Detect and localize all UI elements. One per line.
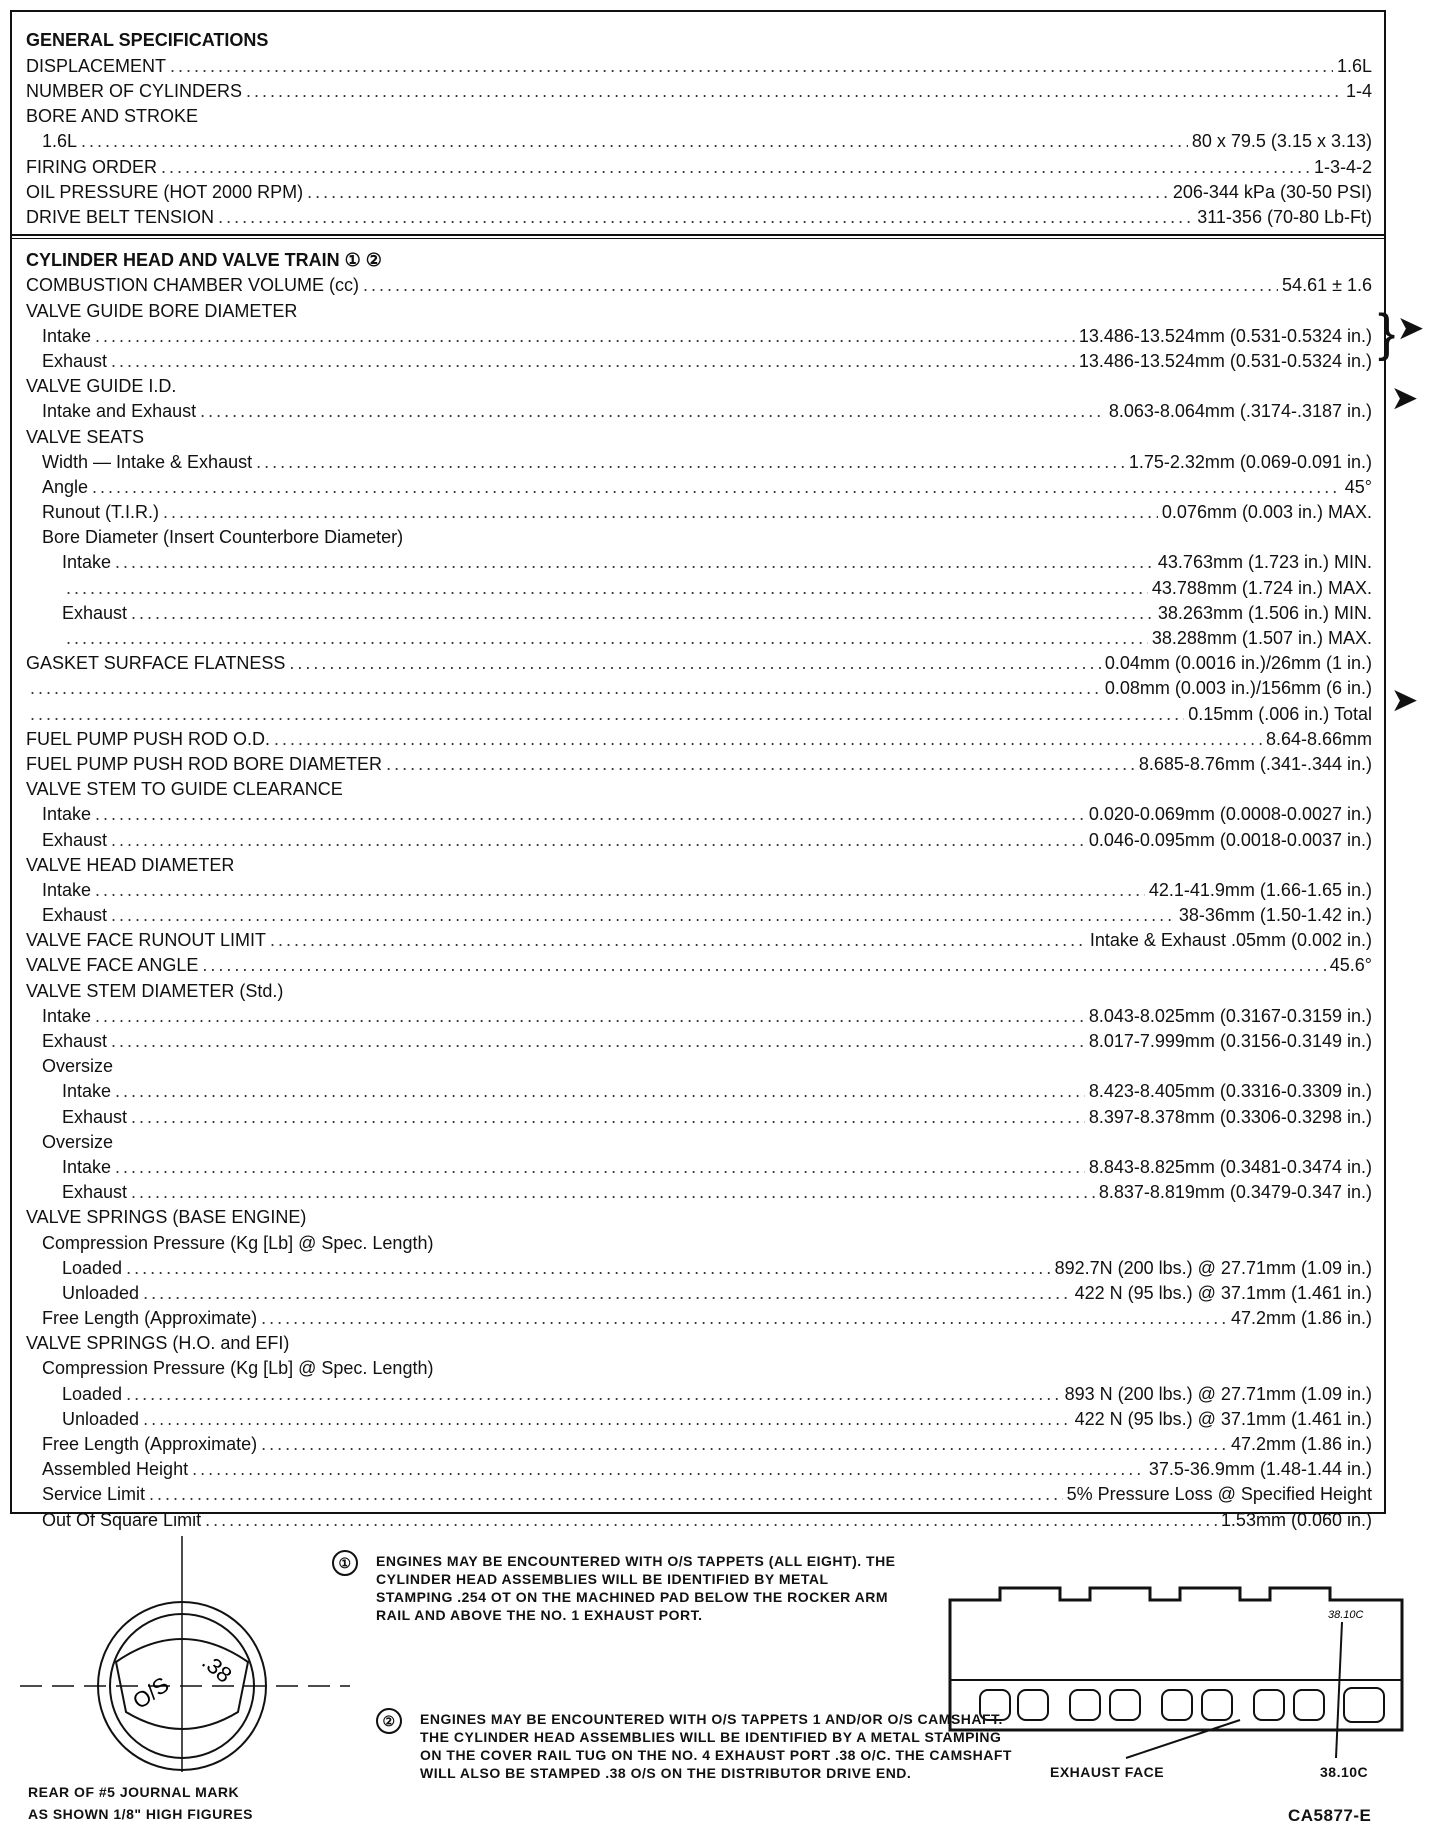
- leader-dots: [256, 451, 1125, 473]
- leader-dots: [261, 1307, 1227, 1329]
- figure-code: CA5877-E: [1288, 1806, 1372, 1825]
- spec-row: [12, 127, 1384, 152]
- spec-value: 54.61 ± 1.6: [1282, 275, 1372, 296]
- spec-row: [12, 448, 1384, 473]
- spec-label: Exhaust: [42, 829, 108, 850]
- journal-caption-line-1: REAR OF #5 JOURNAL MARK: [28, 1784, 240, 1800]
- leader-dots: [92, 476, 1341, 498]
- spec-row: [12, 397, 1384, 422]
- spec-value: 1.75-2.32mm (0.069-0.091 in.): [1128, 451, 1372, 472]
- leader-dots: [131, 1106, 1085, 1128]
- spec-label: VALVE SEATS: [26, 426, 145, 447]
- spec-value: 38.263mm (1.506 in.) MIN.: [1157, 602, 1372, 623]
- spec-label: Intake: [42, 804, 92, 825]
- spec-value: 13.486-13.524mm (0.531-0.5324 in.): [1078, 350, 1372, 371]
- exhaust-face-label: EXHAUST FACE: [1050, 1764, 1165, 1780]
- spec-label: VALVE STEM DIAMETER (Std.): [26, 980, 284, 1001]
- spec-row: [12, 347, 1384, 372]
- spec-row: [12, 548, 1384, 573]
- spec-row: [12, 498, 1384, 523]
- spec-row: [12, 1077, 1384, 1102]
- spec-value: 13.486-13.524mm (0.531-0.5324 in.): [1078, 325, 1372, 346]
- spec-row: [12, 271, 1384, 296]
- spec-value: 45.6°: [1329, 955, 1372, 976]
- spec-value: 1.53mm (0.060 in.): [1220, 1509, 1372, 1530]
- leader-dots: [66, 577, 1148, 599]
- spec-label: Assembled Height: [42, 1459, 189, 1480]
- spec-label: FIRING ORDER: [26, 156, 158, 177]
- journal-stamp-os: O/S: [128, 1671, 174, 1715]
- spec-label: Compression Pressure (Kg [Lb] @ Spec. Length): [42, 1358, 434, 1379]
- spec-table: [10, 10, 1386, 1530]
- spec-value: 37.5-36.9mm (1.48-1.44 in.): [1148, 1459, 1372, 1480]
- spec-value: 8.837-8.819mm (0.3479-0.347 in.): [1098, 1182, 1372, 1203]
- leader-dots: [149, 1483, 1063, 1505]
- spec-row: [12, 523, 1384, 548]
- spec-label: Service Limit: [42, 1484, 146, 1505]
- general-section-title: [12, 26, 1384, 51]
- leader-dots: [307, 181, 1169, 203]
- leader-dots: [170, 55, 1333, 77]
- leader-dots: [163, 501, 1158, 523]
- spec-label: Intake: [42, 879, 92, 900]
- spec-row: [12, 178, 1384, 203]
- spec-row: [12, 1153, 1384, 1178]
- spec-value: 38.288mm (1.507 in.) MAX.: [1151, 628, 1372, 648]
- spec-label: VALVE SPRINGS (H.O. and EFI): [26, 1333, 290, 1354]
- spec-label: Intake: [62, 1156, 112, 1177]
- spec-label: Exhaust: [62, 1106, 128, 1127]
- spec-row: [12, 926, 1384, 951]
- spec-value: 8.017-7.999mm (0.3156-0.3149 in.): [1088, 1031, 1372, 1051]
- spec-label: COMBUSTION CHAMBER VOLUME (cc): [26, 275, 360, 296]
- leader-dots: [274, 728, 1262, 750]
- spec-label: Oversize: [42, 1131, 114, 1152]
- spec-value: 8.397-8.378mm (0.3306-0.3298 in.): [1088, 1106, 1372, 1127]
- spec-row: [12, 372, 1384, 397]
- spec-label: VALVE GUIDE BORE DIAMETER: [26, 300, 298, 321]
- leader-dots: [111, 904, 1175, 926]
- spec-label: Free Length (Approximate): [42, 1434, 258, 1454]
- leader-dots: [95, 325, 1075, 347]
- spec-value: 206-344 kPa (30-50 PSI): [1172, 182, 1372, 203]
- spec-value: 43.788mm (1.724 in.) MAX.: [1151, 577, 1372, 598]
- spec-label: VALVE GUIDE I.D.: [26, 376, 177, 397]
- spec-label: Exhaust: [62, 1182, 128, 1203]
- spec-value: 38-36mm (1.50-1.42 in.): [1178, 905, 1372, 926]
- spec-row: [12, 1480, 1384, 1505]
- spec-row: [12, 1329, 1384, 1354]
- spec-row: [12, 1405, 1384, 1430]
- spec-label: NUMBER OF CYLINDERS: [26, 80, 243, 101]
- spec-row: [12, 1455, 1384, 1480]
- spec-label: FUEL PUMP PUSH ROD O.D.: [26, 728, 271, 749]
- journal-mark-diagram: [20, 1536, 350, 1776]
- footnote-2-marker: ②: [376, 1708, 402, 1734]
- leader-dots: [30, 703, 1184, 725]
- spec-label: Intake and Exhaust: [42, 401, 197, 422]
- spec-row: [12, 1354, 1384, 1379]
- leader-dots: [192, 1458, 1145, 1480]
- spec-value: 0.04mm (0.0016 in.)/26mm (1 in.): [1104, 653, 1372, 674]
- spec-row: [12, 1505, 1384, 1530]
- leader-dots: [30, 677, 1101, 699]
- spec-value: Intake & Exhaust .05mm (0.002 in.): [1089, 930, 1372, 951]
- spec-row: [12, 1102, 1384, 1127]
- spec-row: [12, 800, 1384, 825]
- spec-value: 1-3-4-2: [1313, 156, 1372, 177]
- spec-label: Intake: [42, 1005, 92, 1026]
- leader-dots: [95, 1005, 1085, 1027]
- leader-dots: [261, 1433, 1227, 1455]
- leader-dots: [111, 1030, 1085, 1052]
- leader-dots: [126, 1383, 1061, 1405]
- spec-value: 422 N (95 lbs.) @ 37.1mm (1.461 in.): [1074, 1282, 1372, 1303]
- leader-dots: [131, 1181, 1095, 1203]
- spec-row: [12, 649, 1384, 674]
- spec-value: 0.046-0.095mm (0.0018-0.0037 in.): [1088, 829, 1372, 850]
- spec-row: [12, 775, 1384, 800]
- spec-row: [12, 1430, 1384, 1455]
- leader-dots: [111, 350, 1075, 372]
- spec-label: VALVE FACE RUNOUT LIMIT: [26, 930, 267, 951]
- spec-row: [12, 725, 1384, 750]
- cylinder-head-diagram: [940, 1560, 1410, 1760]
- spec-row: [12, 1228, 1384, 1253]
- leader-dots: [202, 954, 1325, 976]
- leader-dots: [66, 627, 1148, 649]
- arrow-mark-icon: ➤: [1392, 382, 1418, 415]
- spec-row: [12, 422, 1384, 447]
- leader-dots: [386, 753, 1135, 775]
- leader-dots: [218, 206, 1193, 228]
- spec-value: 47.2mm (1.86 in.): [1230, 1434, 1372, 1454]
- spec-value: 8.063-8.064mm (.3174-.3187 in.): [1108, 401, 1372, 422]
- spec-value: 893 N (200 lbs.) @ 27.71mm (1.09 in.): [1064, 1383, 1372, 1404]
- spec-row: [12, 976, 1384, 1001]
- spec-label: Exhaust: [42, 350, 108, 371]
- arrow-mark-icon: ➤: [1392, 684, 1418, 717]
- footnote-2: [382, 1710, 1020, 1782]
- spec-label: VALVE FACE ANGLE: [26, 955, 199, 976]
- head-stamp-label: 38.10C: [1320, 1764, 1369, 1780]
- bracket-mark: }: [1378, 304, 1396, 362]
- leader-dots: [143, 1408, 1071, 1430]
- spec-label: Intake: [62, 552, 112, 573]
- spec-label: Width — Intake & Exhaust: [42, 451, 253, 472]
- spec-label: DRIVE BELT TENSION: [26, 207, 215, 228]
- spec-value: 45°: [1344, 476, 1372, 497]
- spec-row: [12, 1203, 1384, 1228]
- leader-dots: [81, 130, 1188, 152]
- leader-dots: [95, 803, 1085, 825]
- spec-label: GASKET SURFACE FLATNESS: [26, 653, 286, 674]
- cylinder-head-section: [12, 246, 1384, 1530]
- leader-dots: [363, 274, 1278, 296]
- spec-row: [12, 102, 1384, 127]
- arrow-mark-icon: ➤: [1398, 312, 1424, 345]
- leader-dots: [131, 602, 1154, 624]
- spec-label: Free Length (Approximate): [42, 1308, 258, 1329]
- spec-row: [12, 750, 1384, 775]
- spec-label: Unloaded: [62, 1408, 140, 1429]
- spec-value: 0.020-0.069mm (0.0008-0.0027 in.): [1088, 804, 1372, 825]
- spec-row: [12, 674, 1384, 699]
- spec-value: 0.076mm (0.003 in.) MAX.: [1161, 502, 1372, 523]
- leader-dots: [126, 1257, 1051, 1279]
- spec-label: Oversize: [42, 1056, 114, 1077]
- spec-row: [12, 699, 1384, 724]
- spec-row: [12, 1027, 1384, 1052]
- spec-label: VALVE STEM TO GUIDE CLEARANCE: [26, 779, 343, 800]
- spec-label: FUEL PUMP PUSH ROD BORE DIAMETER: [26, 753, 383, 774]
- spec-value: 8.843-8.825mm (0.3481-0.3474 in.): [1088, 1156, 1372, 1177]
- section-title-text: GENERAL SPECIFICATIONS: [26, 30, 269, 51]
- head-stamp-small-label: 38.10C: [1328, 1609, 1364, 1621]
- spec-label: Out Of Square Limit: [42, 1509, 202, 1530]
- spec-label: Angle: [42, 476, 89, 497]
- spec-row: [12, 473, 1384, 498]
- spec-label: Runout (T.I.R.): [42, 502, 160, 523]
- spec-value: 42.1-41.9mm (1.66-1.65 in.): [1148, 879, 1372, 900]
- spec-label: Bore Diameter (Insert Counterbore Diameter): [42, 527, 404, 548]
- spec-label: VALVE SPRINGS (BASE ENGINE): [26, 1207, 307, 1228]
- leader-dots: [95, 879, 1145, 901]
- spec-row: [12, 901, 1384, 926]
- spec-label: Loaded: [62, 1257, 123, 1278]
- spec-row: [12, 322, 1384, 347]
- spec-row: [12, 876, 1384, 901]
- spec-label: DISPLACEMENT: [26, 55, 167, 76]
- spec-row: [12, 1379, 1384, 1404]
- leader-dots: [200, 400, 1105, 422]
- spec-value: 8.64-8.66mm: [1265, 728, 1372, 749]
- spec-row: [12, 152, 1384, 177]
- spec-value: 8.685-8.76mm (.341-.344 in.): [1138, 753, 1372, 774]
- spec-label: 1.6L: [42, 131, 78, 152]
- section-divider: [12, 234, 1384, 236]
- spec-value: 5% Pressure Loss @ Specified Height: [1066, 1484, 1372, 1505]
- spec-row: [12, 296, 1384, 321]
- spec-label: Intake: [62, 1081, 112, 1102]
- spec-value: 43.763mm (1.723 in.) MIN.: [1157, 552, 1372, 573]
- leader-dots: [115, 1156, 1085, 1178]
- spec-label: Exhaust: [62, 602, 128, 623]
- leader-dots: [289, 652, 1100, 674]
- spec-row: [12, 624, 1384, 649]
- spec-value: 1-4: [1345, 80, 1372, 101]
- journal-caption-line-2: AS SHOWN 1/8" HIGH FIGURES: [28, 1806, 253, 1822]
- spec-row: [12, 825, 1384, 850]
- spec-value: 8.043-8.025mm (0.3167-0.3159 in.): [1088, 1005, 1372, 1026]
- footnote-1: [338, 1552, 896, 1624]
- spec-value: 422 N (95 lbs.) @ 37.1mm (1.461 in.): [1074, 1408, 1372, 1429]
- spec-value: 0.08mm (0.003 in.)/156mm (6 in.): [1104, 678, 1372, 699]
- spec-row: [12, 1128, 1384, 1153]
- leader-dots: [205, 1509, 1217, 1531]
- spec-row: [12, 951, 1384, 976]
- spec-row: [12, 1052, 1384, 1077]
- spec-label: Loaded: [62, 1383, 123, 1404]
- footnote-1-text: ENGINES MAY BE ENCOUNTERED WITH O/S TAPPETS (ALL EIGHT). THE CYLINDER HEAD ASSEMBLIES WILL BE IDENTIFIED BY METAL STAMPING .254 OT ON THE MACHINED PAD BELOW THE ROCKER ARM RAIL AND ABOVE THE NO. 1 EXHAUST PORT.: [376, 1553, 896, 1623]
- leader-dots: [270, 929, 1086, 951]
- spec-label: VALVE HEAD DIAMETER: [26, 854, 235, 875]
- spec-value: 8.423-8.405mm (0.3316-0.3309 in.): [1088, 1081, 1372, 1102]
- general-specifications-section: [12, 26, 1384, 232]
- spec-row: [12, 51, 1384, 76]
- spec-label: Exhaust: [42, 905, 108, 926]
- spec-row: [12, 573, 1384, 598]
- spec-label: Exhaust: [42, 1031, 108, 1051]
- leader-dots: [161, 156, 1310, 178]
- journal-stamp-38: .38: [197, 1648, 237, 1688]
- leader-dots: [115, 1080, 1085, 1102]
- spec-value: 0.15mm (.006 in.) Total: [1188, 703, 1372, 724]
- section-title-text: CYLINDER HEAD AND VALVE TRAIN ① ②: [26, 250, 382, 271]
- spec-value: 1.6L: [1336, 55, 1372, 76]
- footnote-1-marker: ①: [332, 1550, 358, 1576]
- spec-row: [12, 599, 1384, 624]
- spec-row: [12, 851, 1384, 876]
- spec-row: [12, 1002, 1384, 1027]
- spec-row: [12, 203, 1384, 228]
- spec-label: OIL PRESSURE (HOT 2000 RPM): [26, 182, 304, 203]
- spec-row: [12, 1254, 1384, 1279]
- spec-row: [12, 1279, 1384, 1304]
- leader-dots: [143, 1282, 1071, 1304]
- spec-value: 80 x 79.5 (3.15 x 3.13): [1191, 131, 1372, 152]
- leader-dots: [246, 80, 1342, 102]
- spec-row: [12, 1304, 1384, 1329]
- spec-label: BORE AND STROKE: [26, 106, 199, 127]
- spec-row: [12, 1178, 1384, 1203]
- cylinder-section-title: [12, 246, 1384, 271]
- spec-label: Unloaded: [62, 1282, 140, 1303]
- spec-value: 892.7N (200 lbs.) @ 27.71mm (1.09 in.): [1054, 1257, 1372, 1278]
- leader-dots: [115, 551, 1154, 573]
- spec-label: Compression Pressure (Kg [Lb] @ Spec. Length): [42, 1232, 434, 1253]
- spec-row: [12, 77, 1384, 102]
- section-divider-inner: [12, 238, 1384, 239]
- spec-label: Intake: [42, 325, 92, 346]
- spec-value: 47.2mm (1.86 in.): [1230, 1308, 1372, 1329]
- footnote-2-text: ENGINES MAY BE ENCOUNTERED WITH O/S TAPPETS 1 AND/OR O/S CAMSHAFT. THE CYLINDER HEAD ASSEMBLIES WILL BE IDENTIFIED BY A METAL STAMPING ON THE COVER RAIL TUG ON THE NO. 4 EXHAUST PORT .38 O/C. THE CAMSHAFT WILL ALSO BE STAMPED .38 O/S ON THE DISTRIBUTOR DRIVE END.: [420, 1711, 1012, 1781]
- leader-dots: [111, 829, 1085, 851]
- spec-value: 311-356 (70-80 Lb-Ft): [1197, 207, 1372, 228]
